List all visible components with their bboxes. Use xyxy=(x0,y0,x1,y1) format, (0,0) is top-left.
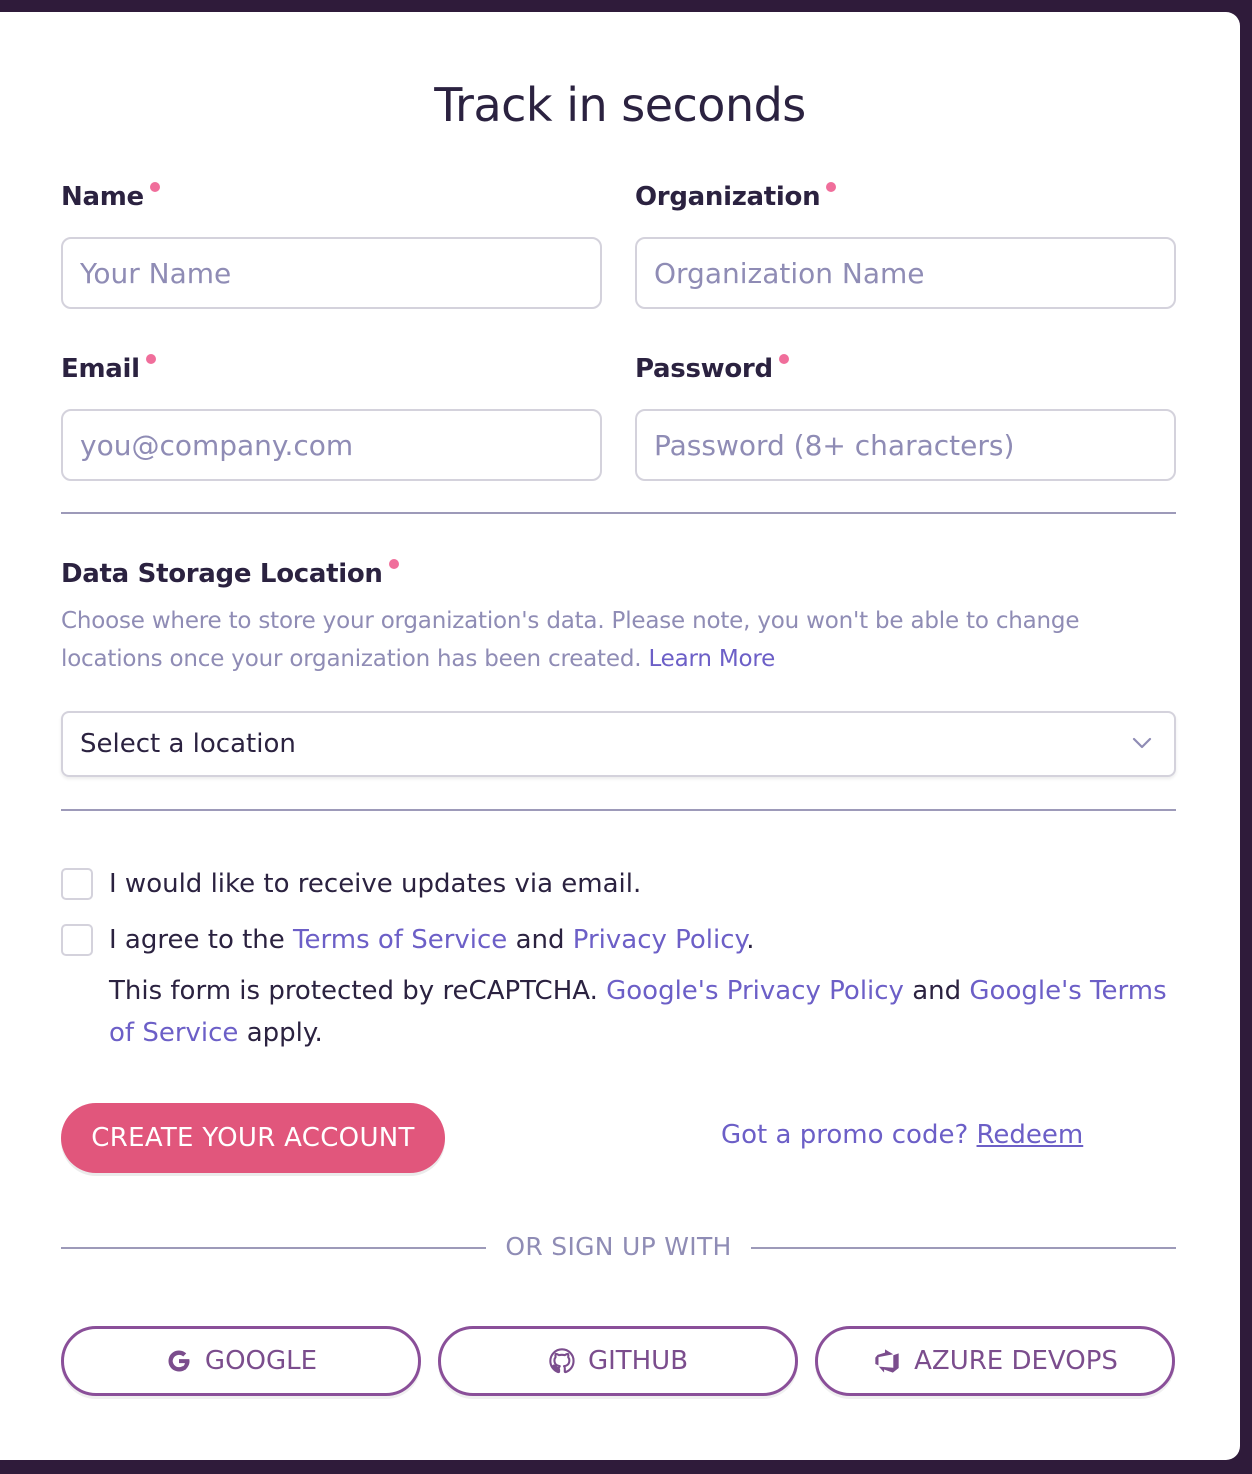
recaptcha-notice: This form is protected by reCAPTCHA. Google's Privacy Policy and Google's Terms of Service apply. xyxy=(109,976,1167,1048)
name-input[interactable] xyxy=(61,237,602,309)
name-label: Name xyxy=(61,182,144,212)
required-indicator xyxy=(150,182,160,192)
updates-checkbox-label: I would like to receive updates via email. xyxy=(109,869,642,899)
storage-label: Data Storage Location xyxy=(61,559,383,589)
terms-checkbox[interactable] xyxy=(61,924,93,956)
github-signup-label: GITHUB xyxy=(587,1346,689,1376)
organization-label: Organization xyxy=(635,182,820,212)
divider xyxy=(61,809,1176,811)
updates-checkbox-row xyxy=(61,868,641,900)
required-indicator xyxy=(826,182,836,192)
terms-checkbox-row xyxy=(61,924,755,956)
storage-help-text: Choose where to store your organization's data. Please note, you won't be able to change locations once your organization has been created. Learn More xyxy=(61,608,1080,672)
google-icon xyxy=(165,1347,193,1375)
password-label: Password xyxy=(635,354,773,384)
google-privacy-link[interactable]: Google's Privacy Policy xyxy=(606,976,904,1006)
chevron-down-icon xyxy=(1130,731,1154,755)
required-indicator xyxy=(389,559,399,569)
learn-more-link[interactable]: Learn More xyxy=(648,646,776,672)
azure-devops-signup-button[interactable] xyxy=(815,1326,1175,1396)
google-terms-link[interactable]: Google's Terms of Service xyxy=(109,976,1167,1048)
privacy-policy-link[interactable]: Privacy Policy xyxy=(572,925,747,955)
azure-devops-signup-label: AZURE DEVOPS xyxy=(914,1346,1118,1376)
or-sign-up-separator xyxy=(61,1232,1176,1264)
required-indicator xyxy=(779,354,789,364)
azure-devops-icon xyxy=(872,1347,902,1375)
signup-card xyxy=(0,12,1240,1460)
password-field-group xyxy=(635,354,1176,384)
redeem-link[interactable]: Redeem xyxy=(976,1120,1084,1150)
password-input[interactable] xyxy=(635,409,1176,481)
storage-field-group xyxy=(61,559,861,589)
organization-input[interactable] xyxy=(635,237,1176,309)
location-select[interactable] xyxy=(61,711,1176,777)
email-input[interactable] xyxy=(61,409,602,481)
github-signup-button[interactable] xyxy=(438,1326,798,1396)
or-sign-up-label: OR SIGN UP WITH xyxy=(505,1232,732,1261)
google-signup-button[interactable] xyxy=(61,1326,421,1396)
email-label: Email xyxy=(61,354,140,384)
page-title: Track in seconds xyxy=(434,78,806,132)
location-select-value: Select a location xyxy=(80,729,296,759)
create-account-button[interactable]: CREATE YOUR ACCOUNT xyxy=(61,1103,445,1173)
divider xyxy=(61,512,1176,514)
google-signup-label: GOOGLE xyxy=(204,1346,318,1376)
email-field-group xyxy=(61,354,602,384)
organization-field-group xyxy=(635,182,1176,212)
required-indicator xyxy=(146,354,156,364)
promo-code-text: Got a promo code? Redeem xyxy=(721,1120,1084,1150)
name-field-group xyxy=(61,182,602,212)
terms-of-service-link[interactable]: Terms of Service xyxy=(293,925,508,955)
github-icon xyxy=(548,1347,576,1375)
terms-checkbox-label: I agree to the Terms of Service and Privacy Policy. xyxy=(109,925,755,955)
updates-checkbox[interactable] xyxy=(61,868,93,900)
